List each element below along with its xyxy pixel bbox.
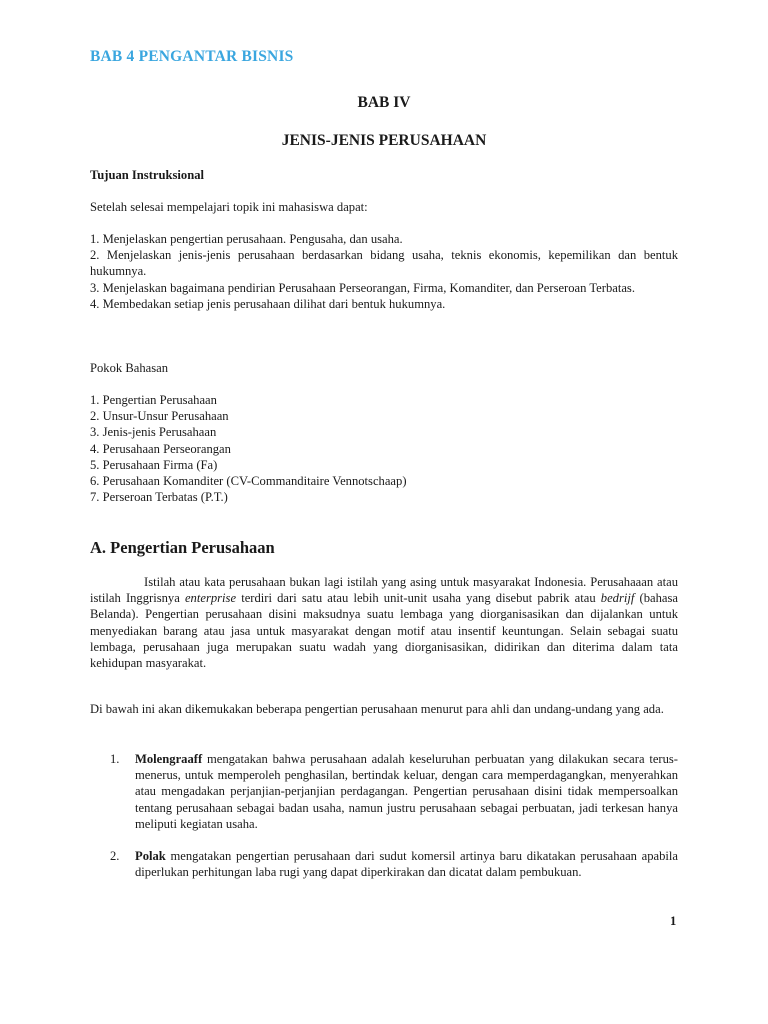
topic-item: 6. Perusahaan Komanditer (CV-Commanditaire Vennotschaap)	[90, 474, 407, 489]
page-number: 1	[670, 914, 677, 928]
paragraph-text: terdiri dari satu atau lebih unit-unit usaha yang disebut pabrik atau	[236, 591, 601, 606]
paragraph-text: (bahasa Belanda). Pengertian perusahaan disini maksudnya suatu lembaga yang diorganisasikan dan dijalankan untuk menyediakan barang atau jasa untuk masyarakat dengan motif atau insentif keuntungan. Selain sebagai suatu lembaga, perusahaan juga merupakan suatu wadah yang diorganisasikan, didirikan dan diterima dalam tata kehidupan masyarakat.	[90, 591, 678, 671]
definition-number: 1.	[110, 752, 120, 766]
topic-item: 5. Perusahaan Firma (Fa)	[90, 457, 218, 472]
objectives-intro: Setelah selesai mempelajari topik ini mahasiswa dapat:	[90, 200, 368, 214]
topics-heading: Pokok Bahasan	[90, 361, 169, 375]
term-bedrijf: bedrijf	[600, 591, 635, 606]
objective-item: 3. Menjelaskan bagaimana pendirian Perusahaan Perseorangan, Firma, Komanditer, dan Perseroan Terbatas.	[90, 280, 635, 295]
topic-item: 7. Perseroan Terbatas (P.T.)	[90, 490, 228, 505]
definition-number: 2.	[110, 849, 120, 864]
objective-item: 4. Membedakan setiap jenis perusahaan dilihat dari bentuk hukumnya.	[90, 296, 446, 311]
topic-item: 1. Pengertian Perusahaan	[90, 393, 217, 407]
topics-list	[90, 392, 678, 505]
objectives-list	[90, 231, 678, 312]
topic-item: 4. Perusahaan Perseorangan	[90, 441, 231, 456]
definition-text: mengatakan bahwa perusahaan adalah keseluruhan perbuatan yang dilakukan secara terus-menerus, untuk memperoleh penghasilan, bertindak keluar, dengan cara memperdagangkan, menyerahkan atau mengadakan perjanjian-perjanjian perdagangan. Pengertian perusahaan disini tidak mempersoalkan tentang perusahaan sebagai badan usaha, namun justru perusahaan sebagai perbuatan, jadi terkesan hanya meliputi kegiatan usaha.	[135, 752, 678, 831]
topic-item: 3. Jenis-jenis Perusahaan	[90, 425, 217, 440]
section-heading: A. Pengertian Perusahaan	[90, 538, 275, 557]
chapter-title: JENIS-JENIS PERUSAHAAN	[281, 132, 487, 149]
definitions-list	[110, 751, 678, 880]
definition-author: Molengraaff	[135, 752, 203, 766]
chapter-label: BAB IV	[357, 94, 411, 111]
running-header: BAB 4 PENGANTAR BISNIS	[90, 48, 294, 65]
objectives-heading: Tujuan Instruksional	[90, 168, 204, 182]
section-paragraph-1	[90, 574, 678, 671]
section-paragraph-2: Di bawah ini akan dikemukakan beberapa pengertian perusahaan menurut para ahli dan undang-undang yang ada.	[90, 702, 664, 716]
definition-item	[110, 751, 678, 832]
topic-item: 2. Unsur-Unsur Perusahaan	[90, 409, 229, 424]
term-enterprise: enterprise	[184, 591, 237, 606]
objective-item: 1. Menjelaskan pengertian perusahaan. Pengusaha, dan usaha.	[90, 232, 403, 246]
definition-author: Polak	[135, 849, 166, 864]
objective-item: 2. Menjelaskan jenis-jenis perusahaan berdasarkan bidang usaha, teknis ekonomis, kepemilikan dan bentuk hukumnya.	[90, 248, 678, 279]
paragraph-text: Istilah atau kata perusahaan bukan lagi istilah yang asing untuk masyarakat Indonesia. Perusahaaan atau istilah Inggrisnya	[90, 575, 678, 606]
definition-item	[110, 848, 678, 880]
definition-text: mengatakan pengertian perusahaan dari sudut komersil artinya baru dikatakan perusahaan apabila diperlukan perhitungan laba rugi yang dapat diperkirakan dan dicatat dalam pembukuan.	[135, 849, 678, 880]
